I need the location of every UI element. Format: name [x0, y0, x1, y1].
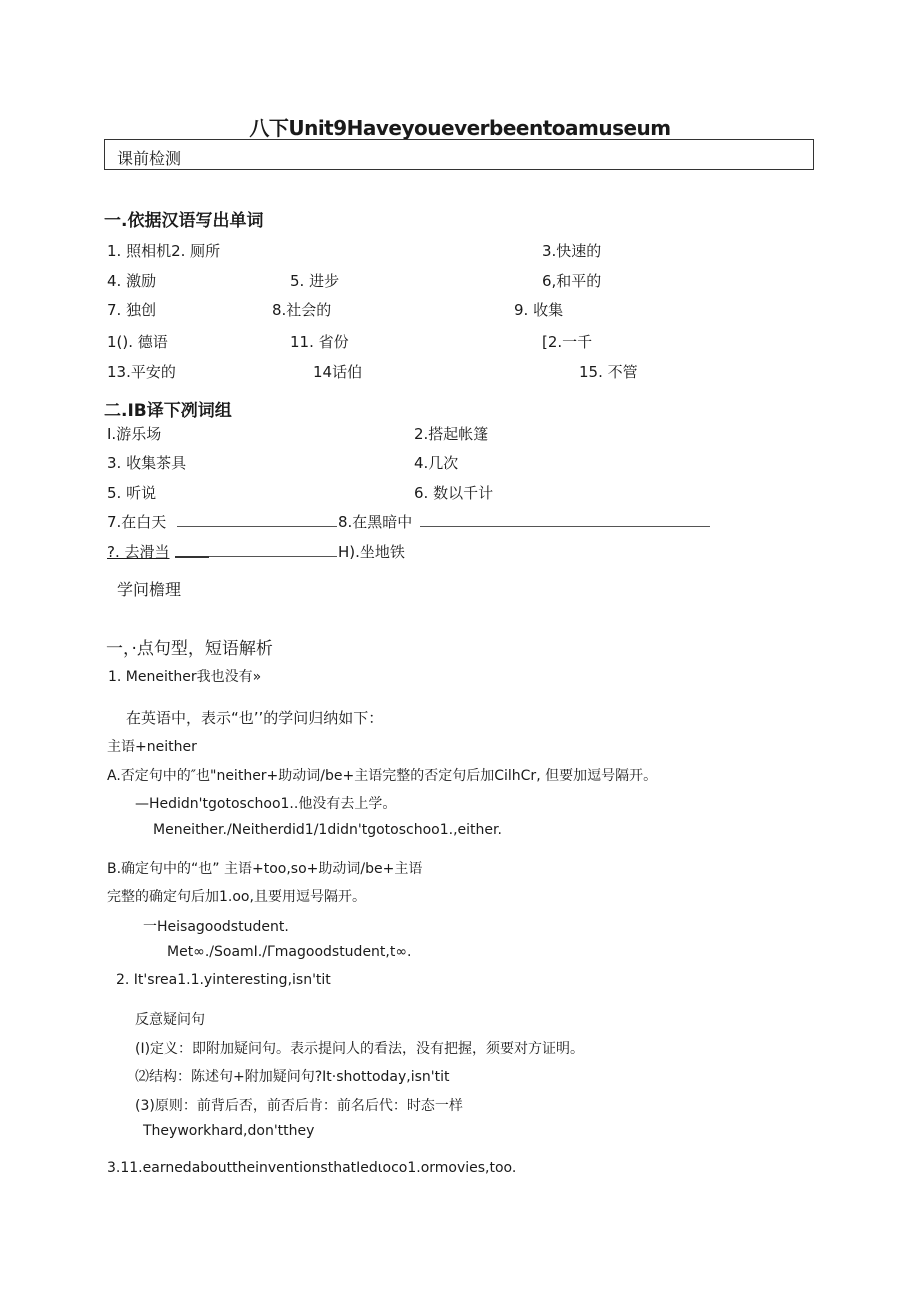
knowledge-heading: 一，·点句型，短语解析 — [106, 639, 273, 659]
pre-check-header-box — [104, 139, 814, 170]
word-item: 11. 省份 — [290, 333, 349, 351]
point1-a-rule: A.否定句中的″也"neither+助动词/be+主语完整的否定句后加CilhCr, 但要加逗号隔开。 — [107, 768, 658, 784]
point1-formula: 主语+neither — [107, 739, 197, 755]
word-item: 14话伯 — [313, 363, 363, 381]
point2-example: Theyworkhard,don'tthey — [143, 1123, 315, 1139]
word-item: 7. 独创 — [107, 301, 157, 319]
word-item: 15. 不管 — [579, 363, 638, 381]
point1-intro: 在英语中，表示“也’’的学问归纳如下： — [126, 709, 384, 727]
phrase-item: I.游乐场 — [107, 425, 162, 443]
document-title: 八下Unit9Haveyoueverbeentoamuseum — [249, 116, 671, 140]
point1-b-rule2: 完整的确定句后加1.oo,且要用逗号隔开。 — [107, 889, 366, 905]
phrase-item: ?. 去滑当 — [107, 543, 170, 561]
phrase-item: 8.在黑暗中 — [338, 513, 413, 531]
answer-blank — [175, 556, 209, 558]
phrase-item: 4.几次 — [414, 454, 459, 472]
word-item: 3.快速的 — [542, 242, 602, 260]
point1-a-example1: —Hedidn'tgotoschoo1..他没有去上学。 — [135, 796, 397, 812]
phrase-item: H).坐地铁 — [338, 543, 405, 561]
pre-check-label: 课前检测 — [117, 149, 182, 168]
knowledge-label: 学问檐理 — [117, 580, 182, 599]
point1-b-rule: B.确定句中的“也” 主语+too,so+助动词/be+主语 — [107, 861, 423, 877]
point2-structure: ⑵结构：陈述句+附加疑问句?It·shottoday,isn'tit — [135, 1069, 450, 1085]
word-item: 5. 进步 — [290, 272, 340, 290]
phrase-item: 7.在白天 — [107, 513, 167, 531]
point2-definition: (I)定义：即附加疑问句。表示提问人的看法，没有把握，须要对方证明。 — [135, 1041, 585, 1057]
word-item: 1. 照相机2. 厕所 — [107, 242, 221, 260]
word-item: 8.社会的 — [272, 301, 332, 319]
word-item: 1(). 德语 — [107, 333, 168, 351]
word-item: 6,和平的 — [542, 272, 602, 290]
word-item: [2.一千 — [542, 333, 593, 351]
answer-blank — [177, 526, 337, 527]
phrase-item: 3. 收集茶具 — [107, 454, 187, 472]
phrase-item: 6. 数以千计 — [414, 484, 494, 502]
word-item: 13.平安的 — [107, 363, 176, 381]
point2-subtitle: 反意疑问句 — [135, 1012, 205, 1028]
point1-b-example1: 一Heisagoodstudent. — [143, 919, 289, 935]
point2-title: 2. It'srea1.1.yinteresting,isn'tit — [116, 972, 331, 988]
answer-blank — [209, 556, 337, 557]
point3-title: 3.11.earnedabouttheinventionsthatIedιoco1.ormovies,too. — [107, 1160, 517, 1176]
section1-heading: 一.依据汉语写出单词 — [104, 211, 264, 231]
point1-a-example2: Meneither./Neitherdid1/1didn'tgotoschoo1.,either. — [153, 822, 502, 838]
phrase-item: 5. 听说 — [107, 484, 157, 502]
word-item: 9. 收集 — [514, 301, 564, 319]
point2-principle: (3)原则：前背后否，前否后肯：前名后代：时态一样 — [135, 1098, 463, 1114]
phrase-item: 2.搭起帐篷 — [414, 425, 489, 443]
word-item: 4. 激励 — [107, 272, 157, 290]
point1-title: 1. Meneither我也没有» — [108, 669, 262, 685]
section2-heading: 二.IB译下冽词组 — [104, 401, 232, 421]
answer-blank — [420, 526, 710, 527]
point1-b-example2: Met∞./SoamI./Γmagoodstudent,t∞. — [167, 944, 412, 960]
